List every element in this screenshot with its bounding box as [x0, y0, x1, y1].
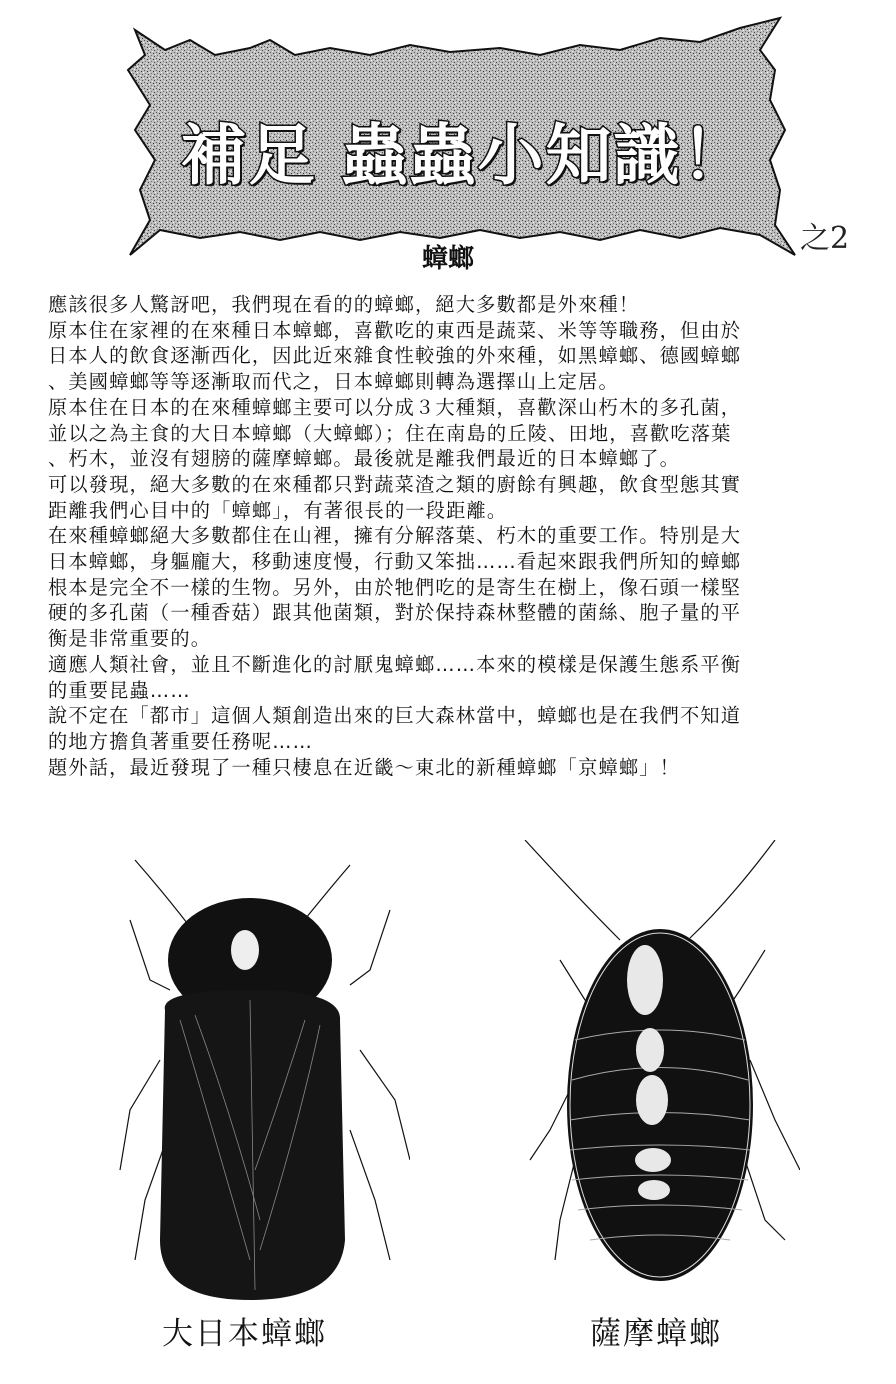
section-subtitle: 蟑螂	[421, 244, 474, 274]
cockroach-illustration-winged	[110, 840, 410, 1300]
article-line: 並以之為主食的大日本蟑螂（大蟑螂）；住在南島的丘陵、田地，喜歡吃落葉	[48, 421, 732, 445]
article-line: 、美國蟑螂等等逐漸取而代之，日本蟑螂則轉為選擇山上定居。	[48, 370, 619, 394]
article-body	[48, 292, 878, 780]
caption-satsuma-cockroach: 薩摩蟑螂	[590, 1316, 722, 1352]
article-line: 說不定在「都市」這個人類創造出來的巨大森林當中，蟑螂也是在我們不知道	[48, 704, 742, 728]
title-banner	[120, 10, 810, 265]
article-line: 可以發現，絕大多數的在來種都只對蔬菜渣之類的廚餘有興趣，飲食型態其實	[48, 472, 742, 496]
article-line: 、朽木，並沒有翅膀的薩摩蟑螂。最後就是離我們最近的日本蟑螂了。	[48, 447, 681, 471]
page-number: 之2	[800, 221, 850, 256]
article-line: 原本住在日本的在來種蟑螂主要可以分成３大種類，喜歡深山朽木的多孔菌，	[48, 395, 742, 419]
article-line: 日本蟑螂，身軀龐大，移動速度慢，行動又笨拙……看起來跟我們所知的蟑螂	[48, 550, 742, 574]
article-line: 原本住在家裡的在來種日本蟑螂，喜歡吃的東西是蔬菜、米等等職務，但由於	[48, 318, 742, 342]
banner-title: 補足 蟲蟲小知識！	[180, 117, 750, 194]
article-line: 的地方擔負著重要任務呢……	[48, 729, 314, 753]
caption-giant-cockroach: 大日本蟑螂	[162, 1316, 327, 1352]
article-line: 根本是完全不一樣的生物。另外，由於牠們吃的是寄生在樹上，像石頭一樣堅	[48, 575, 742, 599]
article-line: 距離我們心目中的「蟑螂」，有著很長的一段距離。	[48, 498, 508, 522]
article-line: 的重要昆蟲……	[48, 678, 191, 702]
article-line: 日本人的飲食逐漸西化，因此近來雜食性較強的外來種，如黑蟑螂、德國蟑螂	[48, 344, 742, 368]
article-line: 硬的多孔菌（一種香菇）跟其他菌類，對於保持森林整體的菌絲、胞子量的平	[48, 601, 742, 625]
article-line: 衡是非常重要的。	[48, 627, 212, 651]
article-line: 應該很多人驚訝吧，我們現在看的的蟑螂，絕大多數都是外來種！	[48, 293, 640, 316]
article-line: 題外話，最近發現了一種只棲息在近畿～東北的新種蟑螂「京蟑螂」！	[48, 755, 681, 779]
article-line: 適應人類社會，並且不斷進化的討厭鬼蟑螂……本來的模樣是保護生態系平衡	[48, 652, 742, 676]
cockroach-illustration-wingless	[520, 840, 800, 1300]
article-line: 在來種蟑螂絕大多數都住在山裡，擁有分解落葉、朽木的重要工作。特別是大	[48, 524, 742, 548]
